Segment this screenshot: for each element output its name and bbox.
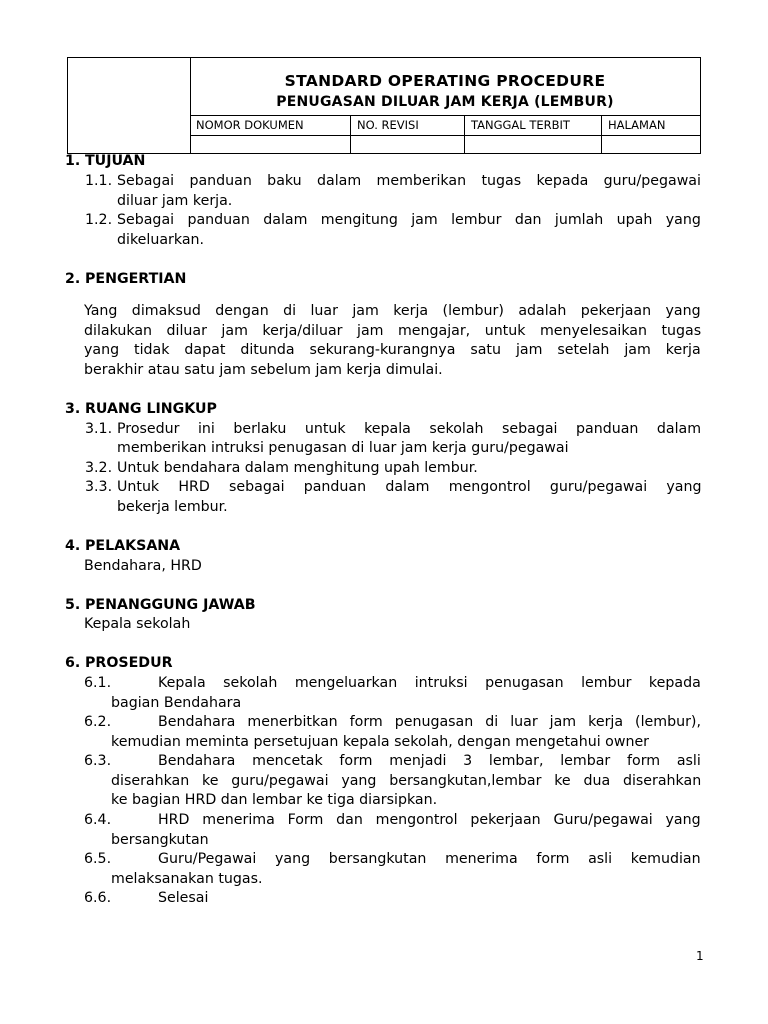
section-title: RUANG LINGKUP bbox=[85, 401, 217, 417]
section-prosedur-heading bbox=[65, 655, 173, 671]
step-text: Guru/Pegawai yang bersangkutan menerima form asli kemudian bbox=[158, 851, 701, 867]
section-number: 1. bbox=[65, 153, 81, 169]
step-number: 6.1. bbox=[84, 675, 112, 691]
section-number: 4. bbox=[65, 538, 81, 554]
value-halaman bbox=[601, 135, 700, 153]
section-ruang-lingkup-heading bbox=[65, 401, 217, 417]
paragraph-line: berakhir atau satu jam sebelum jam kerja dimulai. bbox=[84, 362, 443, 378]
paragraph-line: Yang dimaksud dengan di luar jam kerja (lembur) adalah pekerjaan yang bbox=[84, 303, 701, 319]
item-text-cont: memberikan intruksi penugasan di luar jam kerja guru/pegawai bbox=[117, 440, 569, 456]
item-text-cont: diluar jam kerja. bbox=[117, 193, 233, 209]
section-title: PROSEDUR bbox=[85, 655, 173, 671]
item-number: 3.3. bbox=[85, 479, 113, 495]
step-number: 6.6. bbox=[84, 890, 112, 906]
section-title: PENGERTIAN bbox=[85, 271, 187, 287]
section-number: 3. bbox=[65, 401, 81, 417]
item-text-cont: dikeluarkan. bbox=[117, 232, 205, 248]
section-number: 2. bbox=[65, 271, 81, 287]
item-text: Prosedur ini berlaku untuk kepala sekolah sebagai panduan dalam bbox=[117, 421, 702, 437]
step-number: 6.5. bbox=[84, 851, 112, 867]
value-tanggal-terbit bbox=[464, 135, 601, 153]
section-title: PELAKSANA bbox=[85, 538, 181, 554]
section-tujuan-heading bbox=[65, 153, 145, 169]
step-text: Bendahara menerbitkan form penugasan di luar jam kerja (lembur), bbox=[158, 714, 701, 730]
step-text: Selesai bbox=[158, 890, 209, 906]
section-number: 6. bbox=[65, 655, 81, 671]
col-nomor-dokumen: NOMOR DOKUMEN bbox=[196, 118, 304, 132]
col-no-revisi: NO. REVISI bbox=[350, 116, 464, 135]
item-number: 1.2. bbox=[85, 212, 113, 228]
step-number: 6.2. bbox=[84, 714, 112, 730]
section-pelaksana-heading bbox=[65, 538, 180, 554]
item-text: Untuk bendahara dalam menghitung upah lembur. bbox=[117, 460, 478, 476]
section-pengertian-heading bbox=[65, 271, 186, 287]
step-text: Kepala sekolah mengeluarkan intruksi penugasan lembur kepada bbox=[158, 675, 701, 691]
sop-header-table bbox=[67, 57, 701, 154]
document-title: STANDARD OPERATING PROCEDURE bbox=[284, 72, 606, 90]
step-number: 6.4. bbox=[84, 812, 112, 828]
step-text-cont: bagian Bendahara bbox=[111, 695, 242, 711]
header-label-row bbox=[190, 115, 700, 136]
header-value-row bbox=[190, 135, 700, 153]
step-text-cont: diserahkan ke guru/pegawai yang bersangkutan,lembar ke dua diserahkan bbox=[111, 773, 702, 789]
step-text: Bendahara mencetak form menjadi 3 lembar, lembar form asli bbox=[158, 753, 701, 769]
section-title: PENANGGUNG JAWAB bbox=[85, 597, 256, 613]
step-number: 6.3. bbox=[84, 753, 112, 769]
section-number: 5. bbox=[65, 597, 81, 613]
item-number: 3.1. bbox=[85, 421, 113, 437]
col-halaman: HALAMAN bbox=[601, 116, 700, 135]
section-text: Kepala sekolah bbox=[84, 616, 191, 632]
item-number: 1.1. bbox=[85, 173, 113, 189]
page-number: 1 bbox=[696, 949, 704, 963]
item-text: Sebagai panduan baku dalam memberikan tugas kepada guru/pegawai bbox=[117, 173, 701, 189]
document-subtitle: PENUGASAN DILUAR JAM KERJA (LEMBUR) bbox=[276, 94, 614, 110]
step-text-cont: bersangkutan bbox=[111, 832, 209, 848]
value-no-revisi bbox=[350, 135, 464, 153]
step-text-cont: melaksanakan tugas. bbox=[111, 871, 263, 887]
paragraph-line: yang tidak dapat ditunda sekurang-kurangnya satu jam setelah jam kerja bbox=[84, 342, 701, 358]
value-nomor-dokumen bbox=[190, 135, 350, 153]
item-text: Sebagai panduan dalam mengitung jam lembur dan jumlah upah yang bbox=[117, 212, 701, 228]
section-title: TUJUAN bbox=[85, 153, 146, 169]
logo-cell bbox=[68, 58, 191, 153]
col-tanggal-terbit: TANGGAL TERBIT bbox=[464, 116, 601, 135]
section-text: Bendahara, HRD bbox=[84, 558, 202, 574]
paragraph-line: dilakukan diluar jam kerja/diluar jam mengajar, untuk menyelesaikan tugas bbox=[84, 323, 702, 339]
step-text: HRD menerima Form dan mengontrol pekerjaan Guru/pegawai yang bbox=[158, 812, 701, 828]
item-text-cont: bekerja lembur. bbox=[117, 499, 228, 515]
section-penanggung-jawab-heading bbox=[65, 597, 256, 613]
step-text-cont: ke bagian HRD dan lembar ke tiga diarsipkan. bbox=[111, 792, 438, 808]
step-text-cont: kemudian meminta persetujuan kepala sekolah, dengan mengetahui owner bbox=[111, 734, 650, 750]
item-text: Untuk HRD sebagai panduan dalam mengontrol guru/pegawai yang bbox=[117, 479, 702, 495]
item-number: 3.2. bbox=[85, 460, 113, 476]
